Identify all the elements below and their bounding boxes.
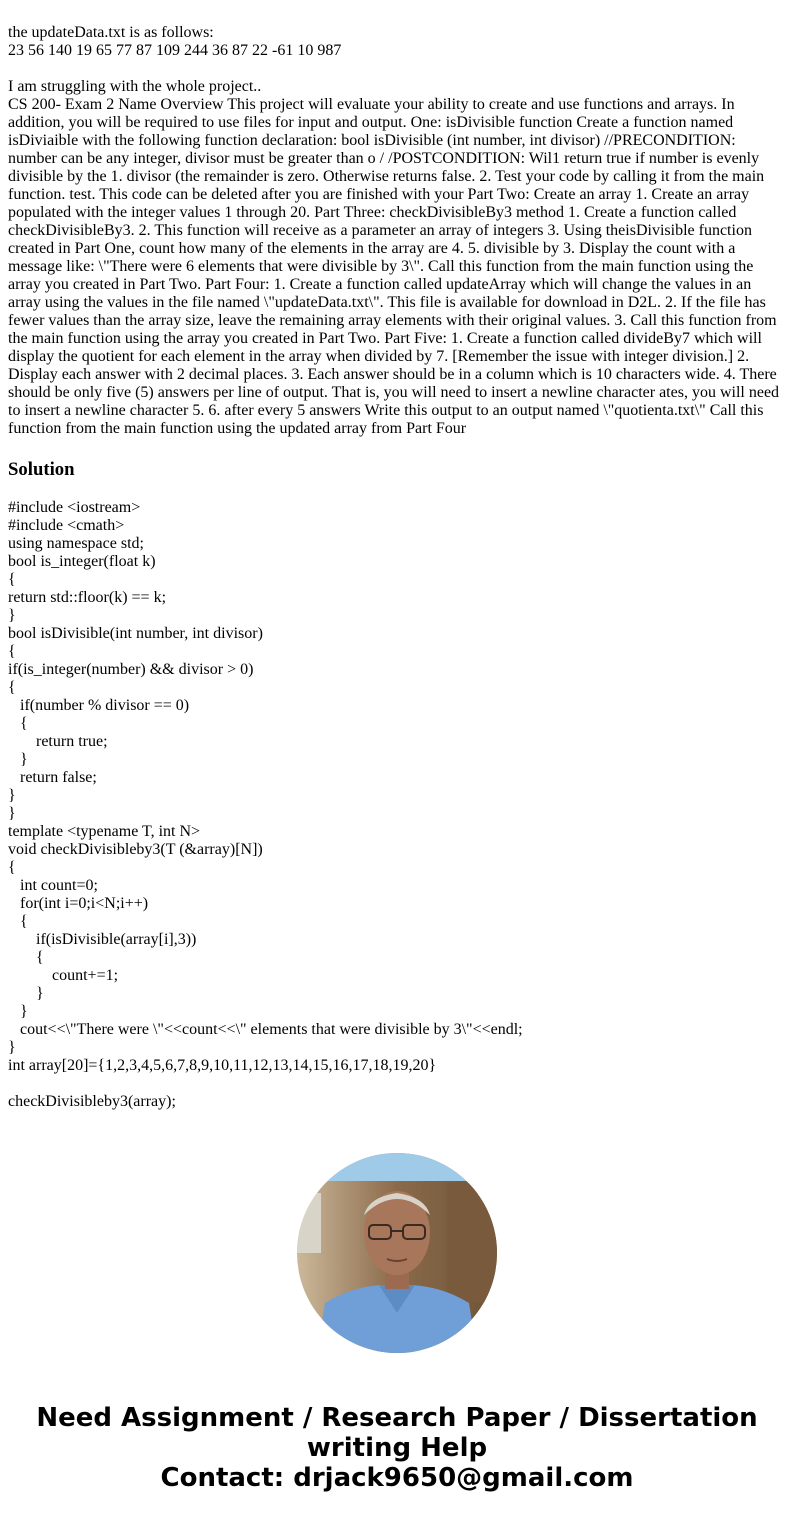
solution-heading: Solution xyxy=(8,459,75,480)
contact-banner xyxy=(0,1403,794,1493)
banner-contact: Contact: drjack9650@gmail.com xyxy=(160,1463,634,1493)
code-line: #include <iostream> xyxy=(8,499,141,516)
code-line: } xyxy=(8,1003,28,1020)
code-line: if(is_integer(number) && divisor > 0) xyxy=(8,661,254,678)
code-line: using namespace std; xyxy=(8,535,144,552)
code-line: int count=0; xyxy=(8,877,98,894)
question-body: CS 200- Exam 2 Name Overview This project will evaluate your ability to create and use functions and arrays. In addition, you will be required to use files for input and output. One: isDivisible function Create a function named isDiviaible with the following function declaration: bool isDivisible (int number, int divisor) //PRECONDITION: number can be any integer, divisor must be greater than o / /POSTCONDITION: Wil1 return true if number is evenly divisible by the 1. divisor (the remainder is zero. Otherwise returns false. 2. Test your code by calling it from the main function. test. This code can be deleted after you are finished with your Part Two: Create an array 1. Create an array populated with the integer values 1 through 20. Part Three: checkDivisibleBy3 method 1. Create a function called checkDivisibleBy3. 2. This function will receive as a parameter an array of integers 3. Using theisDivisible function created in Part One, count how many of the elements in the array are 4. 5. divisible by 3. Display the count with a message like: \"There were 6 elements that were divisible by 3\". Call this function from the main function using the array you created in Part Two. Part Four: 1. Create a function called updateArray which will change the values in an array using the values in the file named \"updateData.txt\". This file is available for download in D2L. 2. If the file has fewer values than the array size, leave the remaining array elements with their original values. 3. Call this function from the main function using the array you created in Part Two. Part Five: 1. Create a function called divideBy7 which will display the quotient for each element in the array when divided by 7. [Remember the issue with integer division.] 2. Display each answer with 2 decimal places. 3. Each answer should be in a column which is 10 characters wide. 4. There should be only five (5) answers per line of output. That is, you will need to insert a newline character ates, you will need to insert a newline character 5. 6. after every 5 answers Write this output to an output named \"quotienta.txt\" Call this function from the main function using the updated array from Part Four xyxy=(8,96,780,437)
code-line: } xyxy=(8,751,28,768)
code-line: } xyxy=(8,1039,16,1056)
code-line: { xyxy=(8,679,16,696)
code-block xyxy=(8,499,784,1075)
code-line: } xyxy=(8,985,44,1002)
code-line: #include <cmath> xyxy=(8,517,125,534)
code-line: { xyxy=(8,715,28,732)
code-line: { xyxy=(8,859,16,876)
author-photo xyxy=(297,1153,497,1353)
code-line: count+=1; xyxy=(8,967,119,984)
code-line: bool is_integer(float k) xyxy=(8,553,156,570)
intro-line-2: 23 56 140 19 65 77 87 109 244 36 87 22 -61 10 987 xyxy=(8,42,342,59)
code-line: { xyxy=(8,571,16,588)
code-line: } xyxy=(8,787,16,804)
banner-line-1: Need Assignment / Research Paper / Dissertation xyxy=(36,1403,758,1433)
code-line: return false; xyxy=(8,769,97,786)
code-line: for(int i=0;i<N;i++) xyxy=(8,895,149,912)
code-line: if(number % divisor == 0) xyxy=(8,697,190,714)
code-line: void checkDivisibleby3(T (&array)[N]) xyxy=(8,841,263,858)
code-line: } xyxy=(8,607,16,624)
author-avatar xyxy=(297,1153,497,1353)
code-line: template <typename T, int N> xyxy=(8,823,201,840)
code-line: { xyxy=(8,949,44,966)
code-line: } xyxy=(8,805,16,822)
code-line: cout<<\"There were \"<<count<<\" elements that were divisible by 3\"<<endl; xyxy=(8,1021,523,1038)
code-line: { xyxy=(8,913,28,930)
code-call-line: checkDivisibleby3(array); xyxy=(8,1093,176,1110)
intro-line-1: the updateData.txt is as follows: xyxy=(8,24,214,41)
document-body xyxy=(8,24,784,1111)
code-line: return true; xyxy=(8,733,108,750)
code-line: if(isDivisible(array[i],3)) xyxy=(8,931,197,948)
code-line: int array[20]={1,2,3,4,5,6,7,8,9,10,11,12,13,14,15,16,17,18,19,20} xyxy=(8,1057,437,1074)
code-line: bool isDivisible(int number, int divisor) xyxy=(8,625,263,642)
struggle-line: I am struggling with the whole project.. xyxy=(8,78,262,95)
banner-line-2: writing Help xyxy=(306,1433,488,1463)
code-line: { xyxy=(8,643,16,660)
code-line: return std::floor(k) == k; xyxy=(8,589,167,606)
